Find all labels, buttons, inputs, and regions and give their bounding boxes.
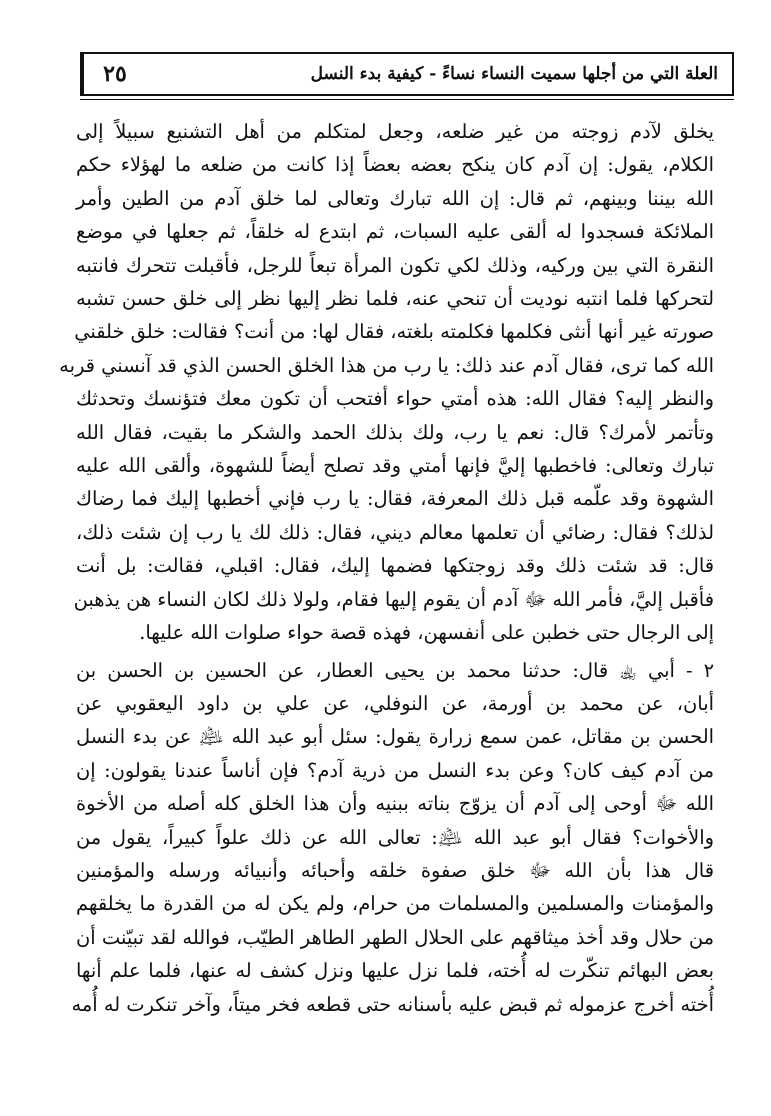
text-line: ٢ - أبي ﵀ قال: حدثنا محمد بن يحيى العطار، عن الحسين بن الحسن بن [76, 658, 714, 682]
page-header [80, 52, 734, 96]
paragraph-1 [59, 115, 714, 650]
text-line: الحسن بن مقاتل، عمن سمع زرارة يقول: سئل أبو عبد الله ﵇ عن بدء النسل [76, 725, 714, 749]
text-line: قال هذا بأن الله ﷻ خلق صفوة خلقه وأحبائه وأنبيائه ورسله والمؤمنين [76, 858, 714, 882]
text-line: الشهوة وقد علّمه قبل ذلك المعرفة، فقال: يا رب فإني أخطبها إليك فما رضاك [76, 487, 714, 511]
text-line: وتأتمر لأمرك؟ قال: نعم يا رب، ولك بذلك الحمد والشكر ما بقيت، فقال الله [76, 420, 714, 444]
text-line: الله ﷻ أوحى إلى آدم أن يزوّج بناته ببنيه وأن هذا الخلق كله أصله من الأخوة [76, 792, 714, 816]
page-number: ٢٥ [82, 54, 146, 94]
text-line: إلى الرجال حتى خطبن على أنفسهن، فهذه قصة حواء صلوات الله عليها. [139, 621, 714, 645]
header-rule [80, 99, 734, 100]
text-line: من آدم كيف كان؟ وعن بدء النسل من ذرية آدم؟ فإن أناساً عندنا يقولون: إن [76, 758, 714, 782]
text-line: تبارك وتعالى: فاخطبها إليَّ فإنها أمتي وقد تصلح أيضاً للشهوة، وألقى الله عليه [76, 454, 714, 478]
running-title: العلة التي من أجلها سميت النساء نساءً - كيفية بدء النسل [310, 64, 718, 84]
text-line: بعض البهائم تنكّرت له أُخته، فلما نزل عليها ونزل كشف له عنها، فلما علم أنها [76, 959, 714, 983]
text-line: الملائكة فسجدوا له ألقى عليه السبات، ثم ابتدع له خلقاً، ثم جعلها في موضع [76, 220, 714, 244]
text-line: صورته غير أنها أنثى فكلمها فكلمته بلغته، فقال لها: من أنت؟ فقالت: خلق خلقني [74, 320, 714, 344]
text-line: الله كما ترى، فقال آدم عند ذلك: يا رب من هذا الخلق الحسن الذي قد آنسني قربه [59, 353, 714, 377]
text-line: الكلام، يقول: إن آدم كان ينكح بعضه بعضاً إذا كانت من ضلعه ما لهؤلاء حكم [76, 153, 714, 177]
text-line: والنظر إليه؟ فقال الله: هذه أمتي حواء أفتحب أن تكون معك فتؤنسك وتحدثك [76, 387, 714, 411]
text-line: الله بيننا وبينهم، ثم قال: إن الله تبارك وتعالى لما خلق آدم من الطين وأمر [76, 186, 714, 210]
text-line: أبان، عن محمد بن أورمة، عن النوفلي، عن علي بن داود اليعقوبي عن [76, 691, 714, 715]
paragraph-2 [71, 654, 714, 1021]
text-line: قال: قد شئت ذلك وقد زوجتكها فضمها إليك، فقال: اقبلي، فقالت: بل أنت [76, 554, 714, 578]
text-line: فأقبل إليَّ، فأمر الله ﷻ آدم أن يقوم إليها فقام، ولولا ذلك لكان النساء هن يذهبن [73, 587, 714, 611]
text-line: النقرة التي بين وركيه، وذلك لكي تكون المرأة تبعاً للرجل، فأقبلت تتحرك فانتبه [76, 253, 714, 277]
text-line: لذلك؟ فقال: رضائي أن تعلمها معالم ديني، فقال: ذلك لك يا رب إن شئت ذلك، [76, 520, 714, 544]
text-line: أُخته أخرج عزموله ثم قبض عليه بأسنانه حتى قطعه فخر ميتاً، وآخر تنكرت له أُمه [71, 992, 714, 1016]
body-text [59, 115, 714, 1021]
text-line: والمؤمنات والمسلمين والمسلمات من حرام، ولم يكن له من القدرة ما يخلقهم [76, 892, 714, 916]
text-line: والأخوات؟ فقال أبو عبد الله ﵇: تعالى الله عن ذلك علواً كبيراً، يقول من [76, 825, 714, 849]
text-line: يخلق لآدم زوجته من غير ضلعه، وجعل لمتكلم من أهل التشنيع سبيلاً إلى [76, 120, 714, 143]
text-line: لتحركها فلما انتبه نوديت أن تنحي عنه، فلما نظر إليها نظر إلى خلق حسن تشبه [76, 287, 714, 311]
text-line: من حلال وقد أخذ ميثاقهم على الحلال الطهر الطاهر الطيّب، فوالله لقد تبيّنت أن [76, 925, 714, 949]
